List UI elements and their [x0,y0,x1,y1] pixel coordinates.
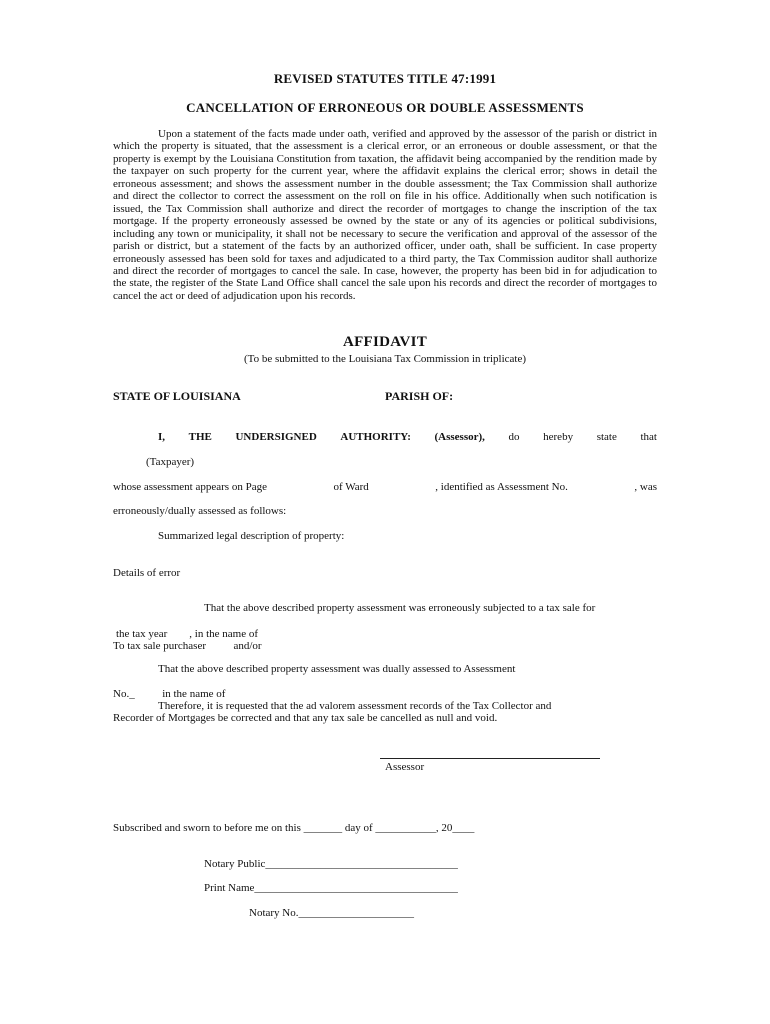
notary-public-line: Notary Public___________________________________ [204,858,458,870]
intro-word-undersigned: UNDERSIGNED [235,431,317,443]
assessment-was-text: , was [634,481,657,493]
assessor-signature-line [380,758,600,759]
statute-paragraph: Upon a statement of the facts made under oath, verified and approved by the assessor of the parish or district in which the property is situated, that the assessment is a clerical error, or an erroneous or double assessment, or that the property is exempt by the Louisiana Constitution from taxation, the affidavit being accompanied by the rendition made by the taxpayer on such property for the current year, where the affidavit explains the clerical error; shows in detail the erroneous assessment; and shows the assessment number in the double assessment; the Tax Commission shall authorize and direct the collector to correct the assessment on the roll on file in his office. Additionally when such notification is issued, the Tax Commission shall authorize and direct the recorder of mortgages to change the inscription of the tax mortgage. If the property erroneously assessed be owned by the state or any of its agencies or political subdivisions, including any town or municipality, it shall not be necessary to secure the verification and approval of the assessor of the parish or district, but a statement of the facts by an authorized officer, under oath, shall be sufficient. In case property erroneously assessed has been sold for taxes and adjudicated to a third party, the Tax Commission auditor shall authorize and direct the recorder of mortgages to cancel the sale. In case, however, the property has been bid in for adjudication to the state, the register of the State Land Office shall cancel the sale upon his records and direct the recorder of mortgages to cancel the act or deed of adjudication upon his records. [113,128,657,302]
assessment-number-text: , identified as Assessment No. [435,481,568,493]
intro-word-i: I, [158,431,166,443]
intro-word-state: state [596,431,617,443]
request-statement-continued: Recorder of Mortgages be corrected and that any tax sale be cancelled as null and void. [113,712,498,724]
details-of-error-label: Details of error [113,567,181,579]
assessment-number-line: No._ in the name of [113,688,226,700]
state-label: STATE OF LOUISIANA [113,389,241,403]
intro-word-hereby: hereby [543,431,574,443]
print-name-line: Print Name_____________________________________ [204,882,458,894]
intro-word-authority: AUTHORITY: [340,431,411,443]
tax-sale-statement: That the above described property assessment was erroneously subjected to a tax sale for [204,602,596,614]
assessor-signature-label: Assessor [385,761,425,773]
notary-number-line: Notary No._____________________ [249,907,414,919]
erroneous-assessed-line: erroneously/dually assessed as follows: [113,505,287,517]
assessment-page-text: whose assessment appears on Page [113,481,267,493]
dual-assessment-statement: That the above described property assessment was dually assessed to Assessment [158,663,516,675]
document-subtitle: CANCELLATION OF ERRONEOUS OR DOUBLE ASSESSMENTS [186,100,584,115]
assessment-line [113,481,657,493]
intro-word-that: that [640,431,657,443]
request-statement: Therefore, it is requested that the ad valorem assessment records of the Tax Collector and [158,700,552,712]
subscribed-sworn-line: Subscribed and sworn to before me on this _______ day of ___________, 20____ [113,822,475,834]
intro-word-the: THE [188,431,212,443]
tax-year-line: the tax year , in the name of [116,628,259,640]
document-title: REVISED STATUTES TITLE 47:1991 [273,71,497,86]
intro-word-do: do [508,431,520,443]
parish-label: PARISH OF: [385,389,454,403]
authority-statement-line [158,431,657,443]
affidavit-subheading: (To be submitted to the Louisiana Tax Commission in triplicate) [243,353,527,365]
affidavit-heading: AFFIDAVIT [342,334,428,350]
tax-sale-purchaser-line: To tax sale purchaser and/or [113,640,262,652]
taxpayer-label: (Taxpayer) [146,456,195,468]
legal-description-label: Summarized legal description of property: [158,530,345,542]
assessment-ward-text: of Ward [333,481,369,493]
intro-word-assessor: (Assessor), [434,431,485,443]
